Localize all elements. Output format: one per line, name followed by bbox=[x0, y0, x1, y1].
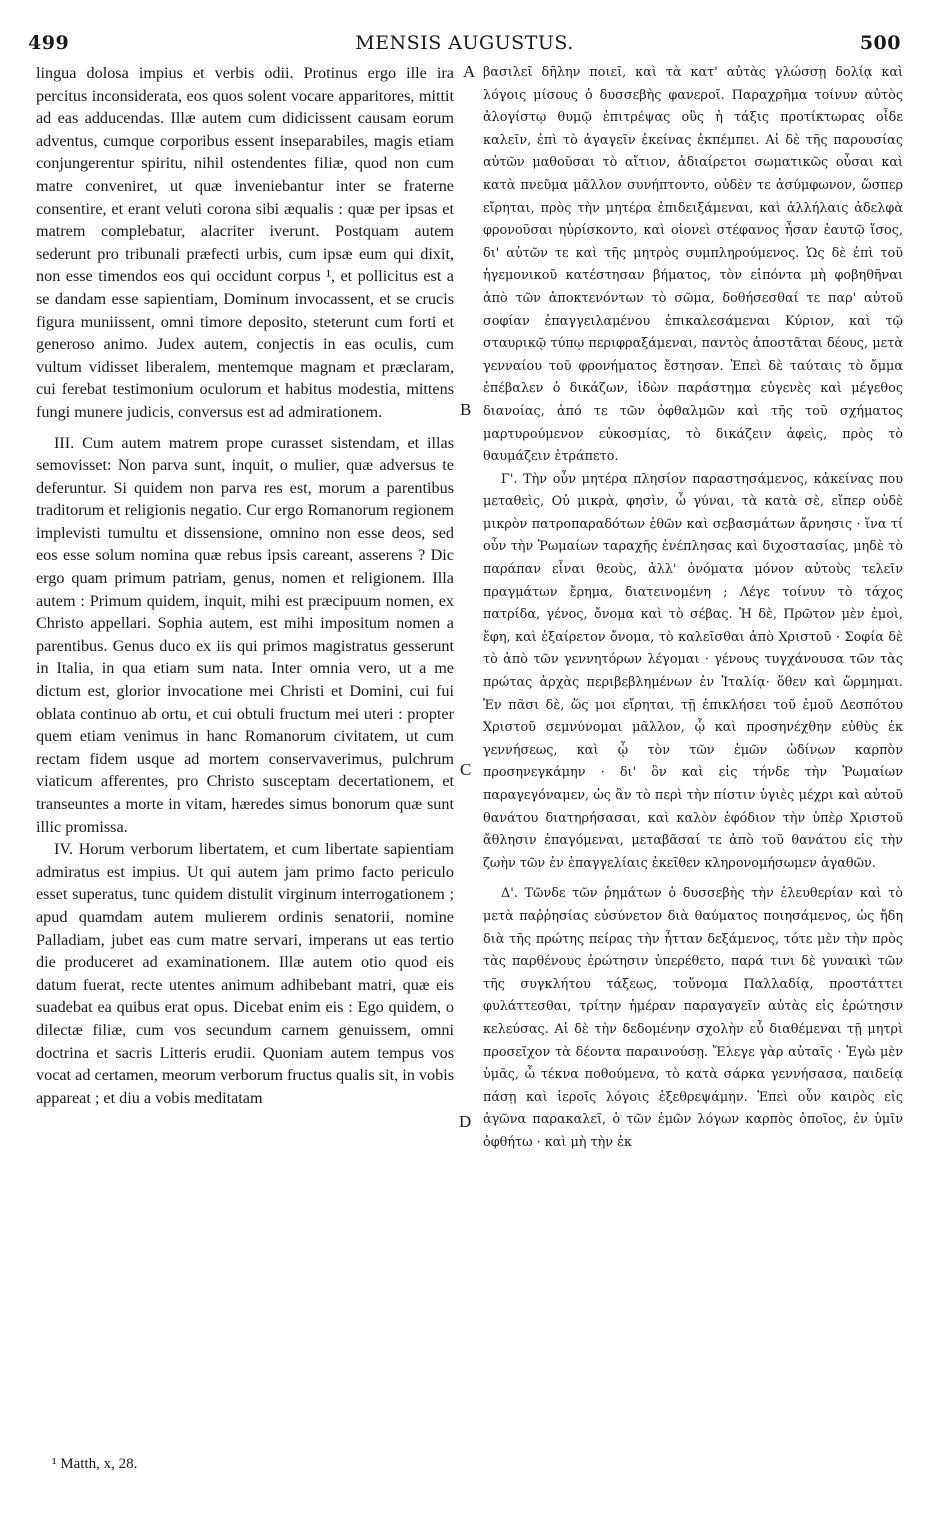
greek-paragraph-1: βασιλεῖ δῆλην ποιεῖ, καὶ τὰ κατ' αὐτὰς γλώσσῃ δολίᾳ καὶ λόγοις μίσους ὁ δυσσεβὴς φανεροῖ. Παραχρῆμα τοίνυν αὐτὸς ἀλογίστῳ θυμῷ ἐπιτρέψας οὓς ἡ τάξις προτίκτωρας οἶδε καλεῖν, ἐπὶ τὸ ἀγαγεῖν ἐκείνας ἐκπέμπει. Αἱ δὲ τῆς παρουσίας αὐτῶν μαθοῦσαι τὸ αἴτιον, ἀδιαίρετοι σωματικῶς οὖσαι καὶ κατὰ πνεῦμα μᾶλλον συνήπτοντο, οὐδὲν τε ἀσύμφωνον, ὥσπερ εἴρηται, πρὸς τὴν μητέρα ἐπιδειξάμεναι, καὶ ἀλλήλαις ἀδελφὰ φρονοῦσαι ηὑρίσκοντο, καὶ οἱονεὶ στέφανος ἦσαν ἑαυτῷ ἴσος, δι' αὐτῶν τε καὶ τῆς μητρὸς συμπληρούμενος. Ὡς δὲ ἐπὶ τοῦ ἡγεμονικοῦ κατέστησαν βήματος, τὸν εἰπόντα μὴ φοβηθῆναι ἀπὸ τῶν ἀποκτενόντων τὸ σῶμα, δοθήσεσθαί τε παρ' αὐτοῦ σοφίαν ἐπαγγειλαμένου ἐπικαλεσάμεναι Κύριον, καὶ τῷ σταυρικῷ τύπῳ περιφραξάμεναι, παντὸς ἀποστᾶται δέους, μετὰ γενναίου τοῦ φρονήματος ἔστησαν. Ἐπεὶ δὲ ταύταις τὸ ὄμμα ἐπέβαλεν ὁ δικάζων, ἰδὼν παράστημα εὐγενὲς καὶ μέγεθος διανοίας, ἀπό τε τῶν ὀφθαλμῶν καὶ τῆς τοῦ σχήματος μαρτυρούμενον εὐκοσμίας, τὸ δικάζειν ἀφεὶς, πρὸς τὸ θαυμάζειν ἐτράπετο. bbox=[483, 65, 903, 465]
footnote: ¹ Matth, x, 28. bbox=[52, 1456, 138, 1472]
latin-paragraph-2: III. Cum autem matrem prope curasset sistendam, et illas semovisset: Non parva sunt, inquit, o mulier, quæ adversus te deferuntur. Si quidem non parva res est, morum a parentibus traditorum et religionis negatio. Cur ergo Romanorum regionem implevisti tumultu et dissensione, omnino non esse deos, sed eos esse solum nomina quæ rebus ipsis careant, asserens ? Dic ergo quam primum patriam, genus, nomen et religionem. Illa autem : Primum quidem, inquit, mihi est præcipuum nomen, ex Christo appellari. Sophia autem, est mihi impositum nomen a parentibus. Genus duco ex iis qui primos magistratus gesserunt in Italia, in qua etiam sum nata. Inter omnia vero, ut a me dictum est, glorior invocatione mei Christi et Domini, cui fui oblata continuo ab ortu, et cui obtuli fructum mei uteri : propter quem etiam venimus in hanc Romanorum civitatem, ut cum rectam fidem usque ad mortem conservaverimus, pulchrum viaticum afferentes, pro Christo susceptam decertationem, et transeuntes a morte in vitam, hæredes simus bonorum quæ sunt illic promissa. bbox=[36, 433, 454, 836]
margin-marker-a: A bbox=[463, 62, 476, 81]
greek-paragraph-2: Γ'. Τὴν οὖν μητέρα πλησίον παραστησάμενος, κἀκείνας που μεταθεὶς, Οὐ μικρὰ, φησὶν, ὦ γύναι, τὰ κατὰ σὲ, εἴπερ οὐδὲ μικρὸν πατροπαραδότων ἐθῶν καὶ σεβασμάτων ἄρνησις · ἵνα τί οὖν τὴν Ῥωμαίων ταραχῆς ἐνέπλησας καὶ διχοστασίας, μηδὲ τὸ παράπαν εἶναι θεοὺς, ἀλλ' ὀνόματα μόνον αὐτοὺς τελεῖν πραγμάτων ἔρημα, διατεινομένη ; Λέγε τοίνυν τὸ τάχος πατρίδα, γένος, ὄνομα καὶ τὸ σέβας. Ἡ δὲ, Πρῶτον μὲν ἐμοὶ, ἔφη, καὶ ἐξαίρετον ὄνομα, τὸ καλεῖσθαι ἀπὸ Χριστοῦ · Σοφία δὲ τὸ ἀπὸ τῶν γεννητόρων λέγομαι · γένους τυγχάνουσα τῶν τὰς πρώτας ἀρχὰς περιβεβλημένων ἐν Ἰταλίᾳ· ὅθεν καὶ ὥρμημαι. Ἐν πᾶσι δὲ, ὥς μοι εἴρηται, τῇ ἐπικλήσει τοῦ ἐμοῦ Δεσπότου Χριστοῦ σεμνύνομαι μᾶλλον, ᾧ καὶ προσηνέχθην εὐθὺς ἐκ γεννήσεως, καὶ ᾧ τὸν τῶν ἐμῶν ὠδίνων καρπὸν προσηνεγκάμην · δι' ὃν καὶ εἰς τήνδε τὴν Ῥωμαίων παραγεγόναμεν, ὡς ἂν τὸ περὶ τὴν πίστιν ὑγιὲς μέχρι καὶ αὐτοῦ θανάτου διατηρήσασαι, καὶ καλὸν ἐφόδιον τὴν ὑπὲρ Χριστοῦ ἄθλησιν ἐπαγόμεναι, μεταβᾶσαί τε ἀπὸ τοῦ θανάτου εἰς τὴν ζωὴν τῶν ἐν ἐπαγγελίαις ἐκεῖθεν κληρονομήσωμεν ἀγαθῶν. bbox=[483, 471, 903, 871]
greek-paragraph-3: Δ'. Τῶνδε τῶν ῥημάτων ὁ δυσσεβὴς τὴν ἐλευθερίαν καὶ τὸ μετὰ παῤῥησίας εὐσύνετον διὰ θαύματος ποιησάμενος, ὡς ἤδη διὰ τῆς πρώτης πείρας τὴν ἧτταν δεξάμενος, τότε μὲν τὴν πρὸς τὰς παρθένους ἐρώτησιν ὑπερέθετο, παρά τινι δὲ γυναικὶ τῶν τῆς συγκλήτου τάξεως, τοὔνομα Παλλαδίᾳ, προστάττει φυλάττεσθαι, τρίτην ἡμέραν παραγαγεῖν αὐτὰς εἰς ἐρώτησιν κελεύσας. Αἱ δὲ τὴν δεδομένην σχολὴν εὖ διαθέμεναι τῇ μητρὶ προσεῖχον τὰ δέοντα παραινούσῃ. Ἔλεγε γὰρ αὐταῖς · Ἐγὼ μὲν ὑμᾶς, ὦ τέκνα ποθούμενα, τὸ κατὰ σάρκα γεννήσασα, παιδείᾳ πάσῃ καὶ ἱεροῖς λόγοις ἐξεθρεψάμην. Ἐπεὶ οὖν καιρὸς εἰς ἀγῶνα παρακαλεῖ, ὁ τῶν ἐμῶν λόγων καρπὸς ὁποῖος, ἐν ὑμῖν ὀφθήτω · καὶ μὴ τὴν ἐκ bbox=[483, 886, 903, 1150]
latin-column bbox=[36, 62, 454, 1109]
margin-marker-c: C bbox=[460, 760, 472, 779]
margin-marker-b: B bbox=[460, 400, 472, 419]
margin-marker-d: D bbox=[459, 1112, 472, 1131]
running-title: MENSIS AUGUSTUS. bbox=[355, 32, 574, 54]
latin-paragraph-3: IV. Horum verborum libertatem, et cum libertate sapientiam admiratus est impius. Ut qui autem jam primo facto periculo esset superatus, tunc quidem distulit virginum interrogationem ; apud quamdam autem mulierem ordinis senatorii, nomine Palladiam, jubet eas cum matre servari, imperans ut eas tertio die produceret ad examinationem. Illæ autem otio quod eis datum fuerat, recte utentes animum adhibebant matri, quæ eis suadebat ea quibus erat opus. Dicebat enim eis : Ego quidem, o dilectæ filiæ, cum vos secundum carnem genuissem, omni doctrina et sacris Litteris erudii. Quoniam autem tempus vos vocat ad certamen, meorum verborum fructus qualis sit, in vobis appareat ; et diu a vobis meditatam bbox=[36, 840, 454, 1107]
greek-column bbox=[483, 62, 903, 1155]
latin-paragraph-1: lingua dolosa impius et verbis odii. Protinus ergo ille ira percitus inconsiderata, eos quos solent vocare apparitores, mittit ad eas adducendas. Illæ autem cum didicissent causam eorum adventus, cumque corporibus essent inseparabiles, magis etiam conjungerentur spiritu, nihil ostendentes filiæ, quod non cum matre conveniret, ut quæ inveniebantur inter se fraterne consentire, et erant veluti corona sibi æqualis : quæ per ipsas et matrem complebatur, alacriter iverunt. Postquam autem sederunt pro tribunali præfecti urbis, cum ipsæ eum qui dixit, non esse timendos eos qui occidunt corpus ¹, et pollicitus est a se dandam esse sapientiam, Dominum invocassent, et se crucis figura muniissent, omni timore deposito, steterunt cum forti et generoso animo. Judex autem, conjectis in eas oculis, cum vultum vidisset liberalem, mentemque magnam et præclaram, cui ferebat testimonium oculorum et habitus modestia, mittens fungi munere judicis, conversus est ad admirationem. bbox=[36, 64, 454, 421]
left-page-number: 499 bbox=[28, 32, 70, 54]
right-page-number: 500 bbox=[859, 32, 901, 54]
